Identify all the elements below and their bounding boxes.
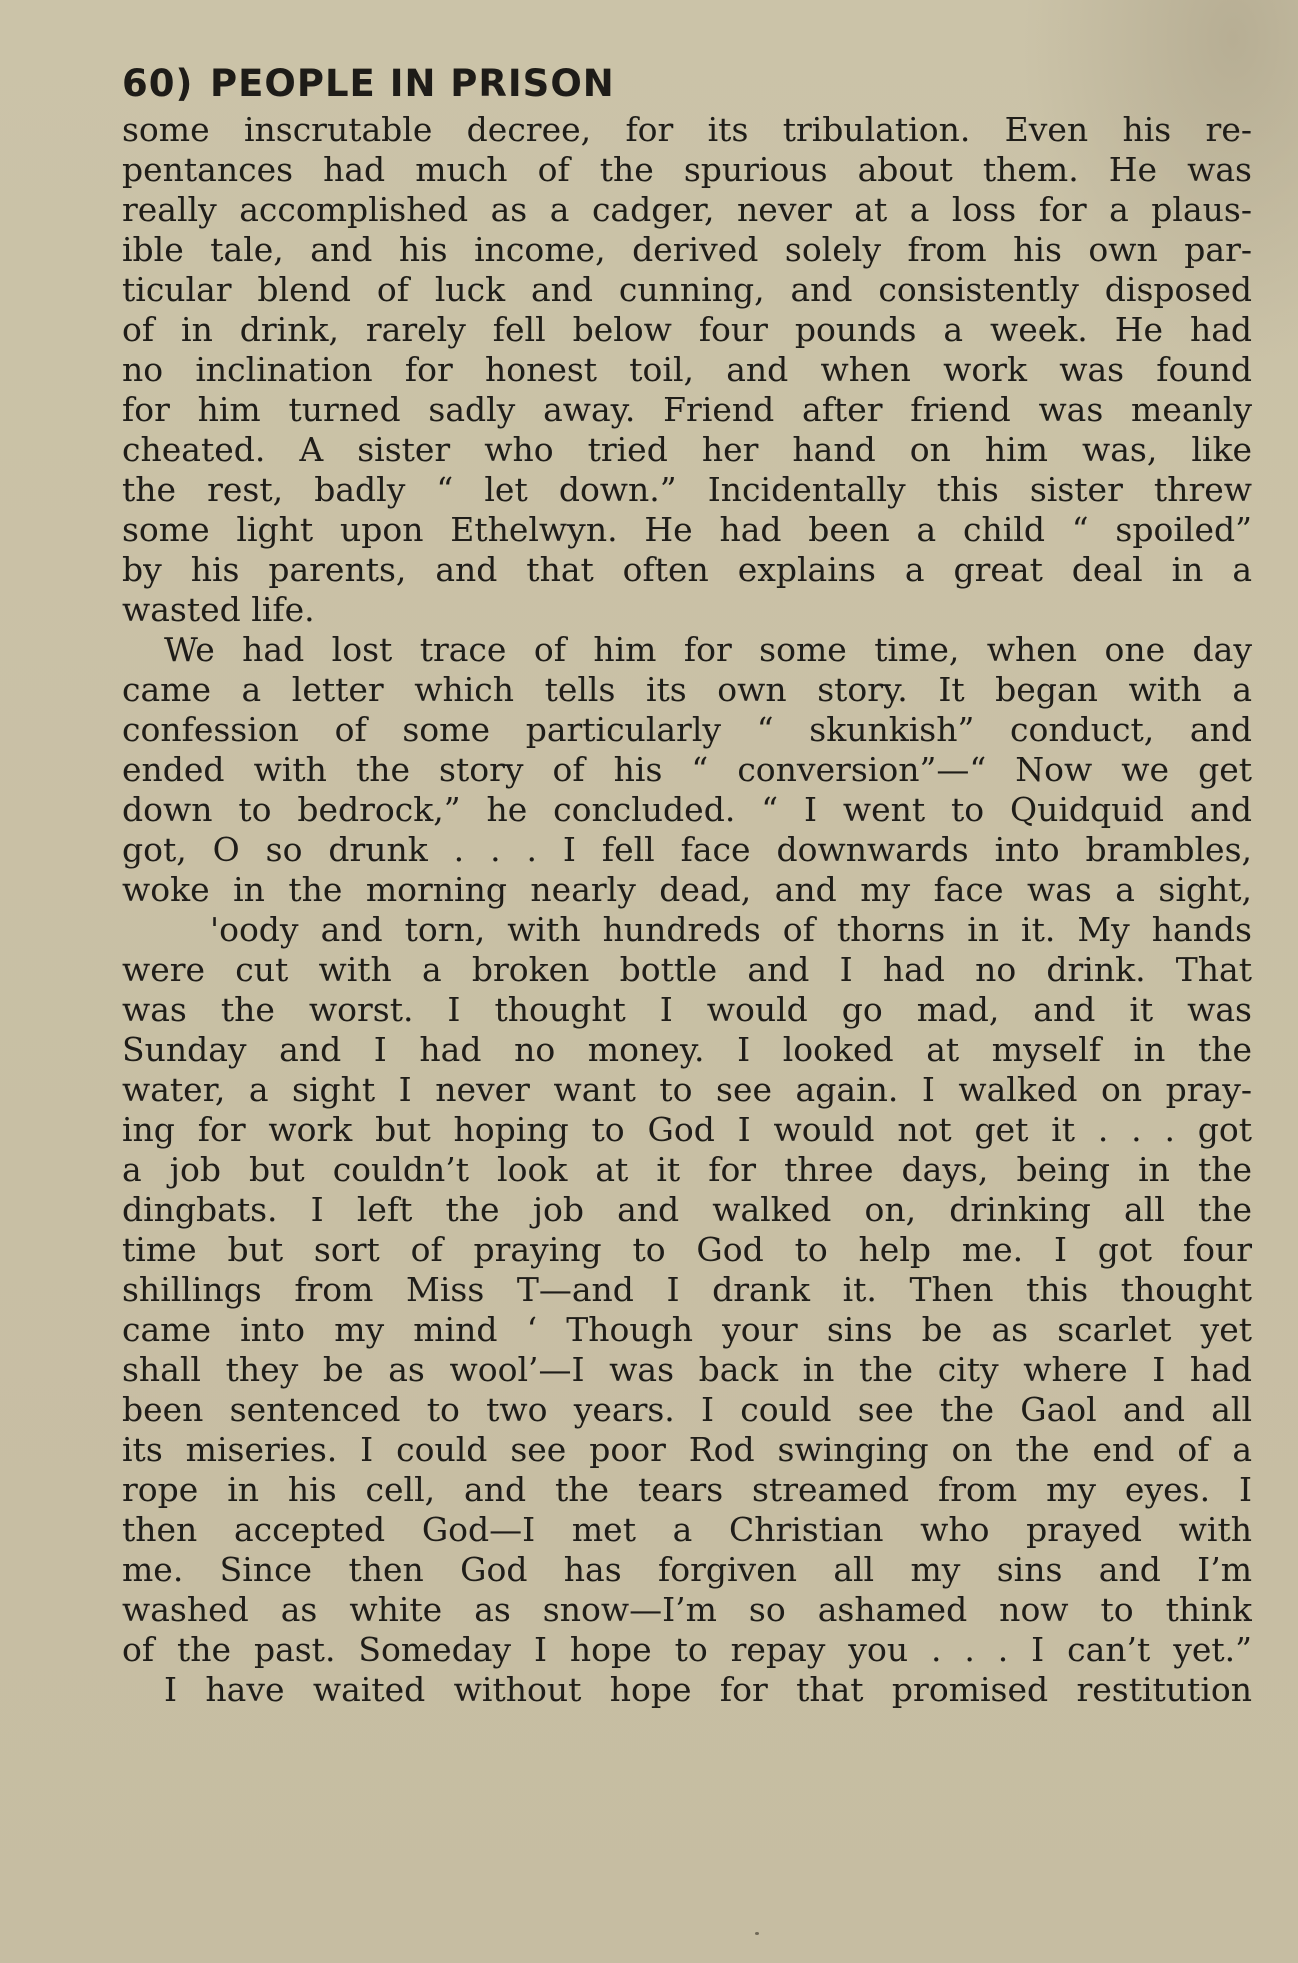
text-line: time but sort of praying to God to help me. I got four <box>122 1230 1252 1269</box>
text-line: woke in the morning nearly dead, and my face was a sight, <box>122 870 1252 909</box>
text-line: by his parents, and that often explains a great deal in a <box>122 550 1252 589</box>
text-line: then accepted God—I met a Christian who prayed with <box>122 1510 1252 1549</box>
text-line: its miseries. I could see poor Rod swinging on the end of a <box>122 1430 1252 1469</box>
text-line: some light upon Ethelwyn. He had been a child “ spoiled” <box>122 510 1252 549</box>
paragraph-start-line: I have waited without hope for that promised restitution <box>164 1670 1252 1709</box>
text-line: cheated. A sister who tried her hand on him was, like <box>122 430 1252 469</box>
text-line: was the worst. I thought I would go mad, and it was <box>122 990 1252 1029</box>
text-line: of the past. Someday I hope to repay you . . . I can’t yet.” <box>122 1630 1252 1669</box>
running-head <box>122 58 1252 110</box>
page-number: 60) <box>122 62 194 105</box>
text-line: came a letter which tells its own story. It began with a <box>122 670 1252 709</box>
text-line: got, O so drunk . . . I fell face downwards into brambles, <box>122 830 1252 869</box>
text-line: 'oody and torn, with hundreds of thorns in it. My hands <box>210 910 1252 949</box>
chapter-title: PEOPLE IN PRISON <box>210 62 615 105</box>
text-line: dingbats. I left the job and walked on, drinking all the <box>122 1190 1252 1229</box>
text-line: down to bedrock,” he concluded. “ I went to Quidquid and <box>122 790 1252 829</box>
text-line: some inscrutable decree, for its tribulation. Even his re- <box>122 110 1252 149</box>
text-line: of in drink, rarely fell below four pounds a week. He had <box>122 310 1252 349</box>
paragraph-end-line: wasted life. <box>122 590 315 629</box>
text-line: ible tale, and his income, derived solely from his own par- <box>122 230 1252 269</box>
text-line: shillings from Miss T—and I drank it. Then this thought <box>122 1270 1252 1309</box>
text-line: been sentenced to two years. I could see the Gaol and all <box>122 1390 1252 1429</box>
text-line: shall they be as wool’—I was back in the city where I had <box>122 1350 1252 1389</box>
text-line: me. Since then God has forgiven all my sins and I’m <box>122 1550 1252 1589</box>
text-line: for him turned sadly away. Friend after friend was meanly <box>122 390 1252 429</box>
text-line: really accomplished as a cadger, never at a loss for a plaus- <box>122 190 1252 229</box>
text-line: no inclination for honest toil, and when work was found <box>122 350 1252 389</box>
text-line: ing for work but hoping to God I would not get it . . . got <box>122 1110 1252 1149</box>
text-line: confession of some particularly “ skunkish” conduct, and <box>122 710 1252 749</box>
text-line: the rest, badly “ let down.” Incidentally this sister threw <box>122 470 1252 509</box>
text-line: a job but couldn’t look at it for three days, being in the <box>122 1150 1252 1189</box>
paragraph-start-line: We had lost trace of him for some time, when one day <box>164 630 1252 669</box>
text-line: were cut with a broken bottle and I had no drink. That <box>122 950 1252 989</box>
text-line: rope in his cell, and the tears streamed from my eyes. I <box>122 1470 1252 1509</box>
text-line: Sunday and I had no money. I looked at myself in the <box>122 1030 1252 1069</box>
book-page <box>122 58 1252 1710</box>
text-line: ticular blend of luck and cunning, and consistently disposed <box>122 270 1252 309</box>
body-text <box>122 110 1252 1710</box>
text-line: ended with the story of his “ conversion”—“ Now we get <box>122 750 1252 789</box>
text-line: washed as white as snow—I’m so ashamed now to think <box>122 1590 1252 1629</box>
text-line: pentances had much of the spurious about them. He was <box>122 150 1252 189</box>
text-line: came into my mind ‘ Though your sins be as scarlet yet <box>122 1310 1252 1349</box>
paper-speck <box>755 1932 759 1935</box>
text-line: water, a sight I never want to see again. I walked on pray- <box>122 1070 1252 1109</box>
